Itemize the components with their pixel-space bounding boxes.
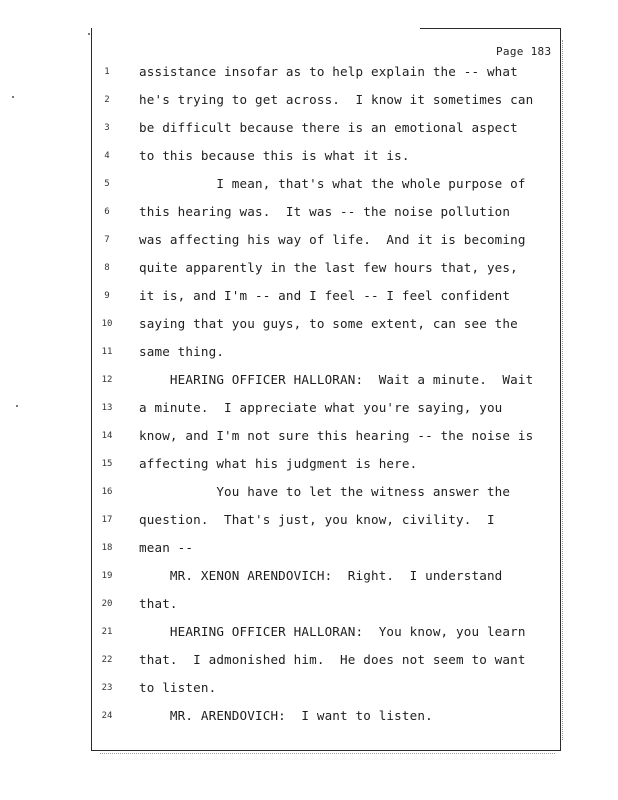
transcript-line: assistance insofar as to help explain the -- what bbox=[139, 64, 518, 79]
line-number: 15 bbox=[101, 459, 113, 469]
transcript-line: MR. ARENDOVICH: I want to listen. bbox=[139, 708, 433, 723]
line-number: 17 bbox=[101, 515, 113, 525]
transcript-line: saying that you guys, to some extent, can see the bbox=[139, 316, 518, 331]
transcript-line: that. I admonished him. He does not seem to want bbox=[139, 652, 526, 667]
line-number: 24 bbox=[101, 711, 113, 721]
line-number: 20 bbox=[101, 599, 113, 609]
line-number: 5 bbox=[104, 179, 110, 189]
transcript-line: it is, and I'm -- and I feel -- I feel confident bbox=[139, 288, 511, 303]
transcript-line: quite apparently in the last few hours that, yes, bbox=[139, 260, 518, 275]
transcript-line: to this because this is what it is. bbox=[139, 148, 410, 163]
line-number: 6 bbox=[104, 207, 110, 217]
line-number: 13 bbox=[101, 403, 113, 413]
transcript-line: same thing. bbox=[139, 344, 225, 359]
transcript-page-border bbox=[91, 28, 561, 751]
line-number: 18 bbox=[101, 543, 113, 553]
transcript-line: MR. XENON ARENDOVICH: Right. I understand bbox=[139, 568, 503, 583]
transcript-line: affecting what his judgment is here. bbox=[139, 456, 418, 471]
transcript-line: HEARING OFFICER HALLORAN: Wait a minute. Wait bbox=[139, 372, 534, 387]
transcript-line: I mean, that's what the whole purpose of bbox=[139, 176, 526, 191]
transcript-line: this hearing was. It was -- the noise pollution bbox=[139, 204, 511, 219]
line-number: 14 bbox=[101, 431, 113, 441]
line-number: 2 bbox=[104, 95, 110, 105]
line-number: 21 bbox=[101, 627, 113, 637]
scan-edge-artifact bbox=[562, 40, 563, 740]
transcript-line: HEARING OFFICER HALLORAN: You know, you learn bbox=[139, 624, 526, 639]
transcript-line: be difficult because there is an emotional aspect bbox=[139, 120, 518, 135]
transcript-line: know, and I'm not sure this hearing -- the noise is bbox=[139, 428, 534, 443]
line-number: 10 bbox=[101, 319, 113, 329]
transcript-line: was affecting his way of life. And it is becoming bbox=[139, 232, 526, 247]
line-number: 22 bbox=[101, 655, 113, 665]
scan-speck bbox=[88, 33, 90, 35]
scan-speck bbox=[16, 405, 18, 407]
scan-bottom-artifact bbox=[100, 753, 555, 754]
line-number: 23 bbox=[101, 683, 113, 693]
line-number: 3 bbox=[104, 123, 110, 133]
transcript-line: to listen. bbox=[139, 680, 217, 695]
line-number: 1 bbox=[104, 67, 110, 77]
transcript-line: mean -- bbox=[139, 540, 194, 555]
line-number: 11 bbox=[101, 347, 113, 357]
transcript-line: he's trying to get across. I know it sometimes can bbox=[139, 92, 534, 107]
transcript-line: You have to let the witness answer the bbox=[139, 484, 511, 499]
line-number: 19 bbox=[101, 571, 113, 581]
line-number: 4 bbox=[104, 151, 110, 161]
line-number: 12 bbox=[101, 375, 113, 385]
transcript-line: a minute. I appreciate what you're saying, you bbox=[139, 400, 503, 415]
scan-speck bbox=[12, 96, 14, 98]
page-number: Page 183 bbox=[496, 45, 552, 58]
line-number: 16 bbox=[101, 487, 113, 497]
transcript-line: question. That's just, you know, civility. I bbox=[139, 512, 495, 527]
line-number: 8 bbox=[104, 263, 110, 273]
line-number: 9 bbox=[104, 291, 110, 301]
transcript-line: that. bbox=[139, 596, 178, 611]
line-number: 7 bbox=[104, 235, 110, 245]
